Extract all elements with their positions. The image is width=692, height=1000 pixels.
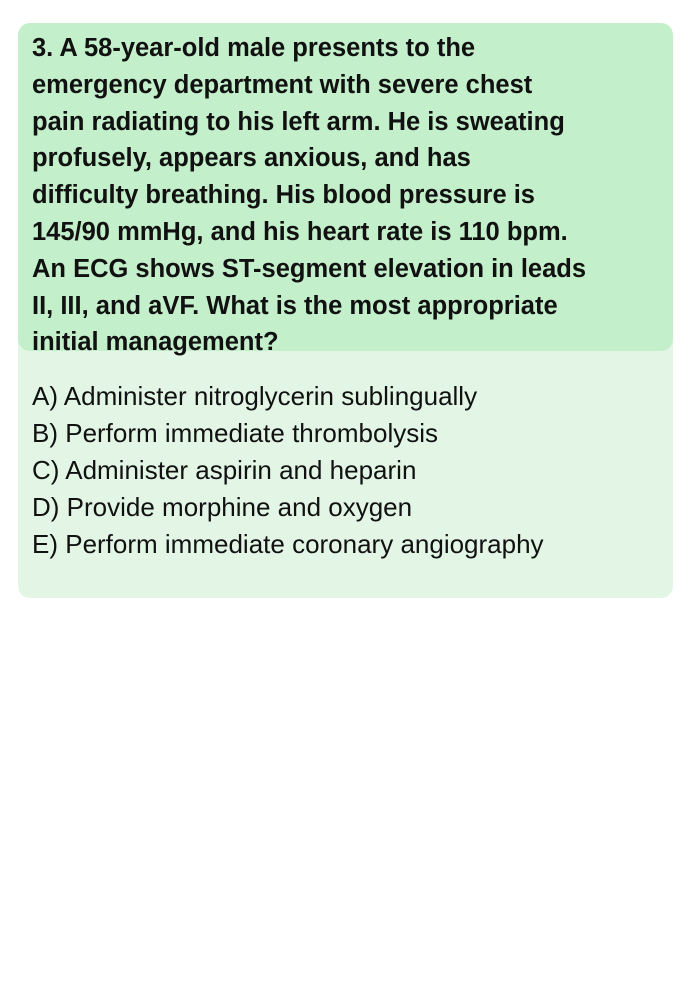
option-d[interactable]: D) Provide morphine and oxygen — [32, 492, 413, 522]
option-b[interactable]: B) Perform immediate thrombolysis — [32, 418, 438, 448]
question-line: initial management? — [32, 328, 279, 357]
option-e[interactable]: E) Perform immediate coronary angiography — [32, 529, 544, 559]
question-card — [18, 23, 673, 598]
question-line: difficulty breathing. His blood pressure is — [32, 181, 535, 210]
question-line: 3. A 58-year-old male presents to the — [32, 34, 476, 62]
question-line: emergency department with severe chest — [32, 70, 533, 99]
question-line: II, III, and aVF. What is the most appropriate — [32, 291, 558, 320]
answer-options — [18, 351, 673, 563]
question-stem — [18, 23, 673, 357]
question-line: pain radiating to his left arm. He is sweating — [32, 107, 565, 136]
option-c[interactable]: C) Administer aspirin and heparin — [32, 455, 417, 485]
question-line: profusely, appears anxious, and has — [32, 144, 471, 173]
question-line: 145/90 mmHg, and his heart rate is 110 bpm. — [32, 217, 568, 246]
question-line: An ECG shows ST-segment elevation in leads — [32, 254, 587, 283]
option-a[interactable]: A) Administer nitroglycerin sublingually — [32, 381, 478, 411]
